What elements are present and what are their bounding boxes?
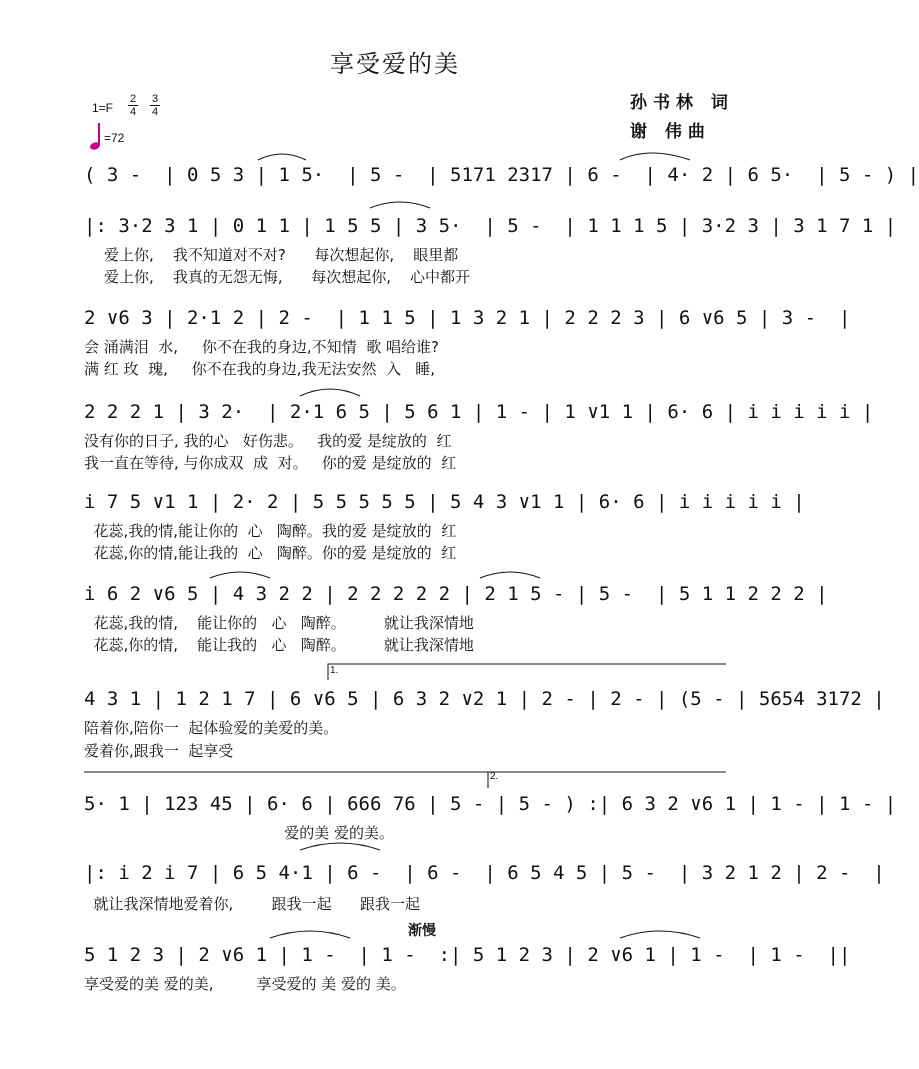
lyric-verse-1: 花蕊,我的情, 能让你的 心 陶醉。 就让我深情地: [84, 614, 474, 632]
tempo-marking: =72: [104, 131, 125, 145]
lyric-verse-1: 爱上你, 我不知道对不对? 每次想起你, 眼里都: [104, 246, 459, 264]
lyric-verse-2: 爱着你,跟我一 起享受: [84, 742, 234, 760]
lyric-verse-2: 花蕊,你的情, 能让我的 心 陶醉。 就让我深情地: [84, 636, 474, 654]
lyric-verse-2: 我一直在等待, 与你成双 成 对。 你的爱 是绽放的 红: [84, 454, 457, 472]
time-signature-1: [128, 93, 138, 118]
time-signature-top: 3: [151, 93, 159, 105]
lyric-verse-1: 没有你的日子, 我的心 好伤悲。 我的爱 是绽放的 红: [84, 432, 452, 450]
time-signature-bottom: 4: [129, 106, 137, 118]
time-signature-2: [150, 93, 160, 118]
song-title: 享受爱的美: [330, 50, 460, 78]
notation-line-5: i 7 5 ∨1 1 | 2· 2 | 5 5 5 5 5 | 5 4 3 ∨1 1 | 6· 6 | i i i i i |: [84, 491, 805, 513]
notation-line-9: |: i 2 i 7 | 6 5 4·1 | 6 - | 6 - | 6 5 4 5 | 5 - | 3 2 1 2 | 2 - |: [84, 862, 885, 884]
lyric-verse-1: 爱的美 爱的美。: [84, 824, 395, 842]
lyric-verse-1: 就让我深情地爱着你, 跟我一起 跟我一起: [84, 895, 421, 913]
notation-line-10: 5 1 2 3 | 2 ∨6 1 | 1 - | 1 - :| 5 1 2 3 | 2 ∨6 1 | 1 - | 1 - ||: [84, 944, 851, 966]
lyric-verse-1: 享受爱的美 爱的美, 享受爱的 美 爱的 美。: [84, 975, 406, 993]
ritardando-marking: 渐慢: [408, 923, 436, 939]
lyric-verse-1: 陪着你,陪你一 起体验爱的美爱的美。: [84, 719, 339, 737]
lyric-verse-2: 花蕊,你的情,能让我的 心 陶醉。你的爱 是绽放的 红: [84, 544, 457, 562]
notation-line-8: 5· 1 | 123 45 | 6· 6 | 666 76 | 5 - | 5 - ) :| 6 3 2 ∨6 1 | 1 - | 1 - |: [84, 793, 897, 815]
volta-2-label: 2.: [490, 771, 499, 782]
time-signature-bottom: 4: [151, 106, 159, 118]
lyric-verse-1: 花蕊,我的情,能让你的 心 陶醉。我的爱 是绽放的 红: [84, 522, 457, 540]
composer-credit: 谢 伟曲: [630, 122, 711, 142]
lyric-verse-2: 满 红 玫 瑰, 你不在我的身边,我无法安然 入 睡,: [84, 360, 436, 378]
notation-line-2: |: 3·2 3 1 | 0 1 1 | 1 5 5 | 3 5· | 5 - | 1 1 1 5 | 3·2 3 | 3 1 7 1 |: [84, 215, 897, 237]
lyric-verse-2: 爱上你, 我真的无怨无悔, 每次想起你, 心中都开: [104, 268, 471, 286]
notation-line-7: 4 3 1 | 1 2 1 7 | 6 ∨6 5 | 6 3 2 ∨2 1 | 2 - | 2 - | (5 - | 5654 3172 |: [84, 688, 885, 710]
notation-line-1: ( 3 - | 0 5 3 | 1 5· | 5 - | 5171 2317 | 6 - | 4· 2 | 6 5· | 5 - ) |: [84, 164, 919, 186]
lyric-verse-1: 会 涌满泪 水, 你不在我的身边,不知情 歌 唱给谁?: [84, 338, 439, 356]
lyricist-credit: 孙书林 词: [630, 93, 734, 113]
notation-line-6: i 6 2 ∨6 5 | 4 3 2 2 | 2 2 2 2 2 | 2 1 5 - | 5 - | 5 1 1 2 2 2 |: [84, 583, 828, 605]
volta-1-label: 1.: [330, 665, 339, 676]
key-signature: 1=F: [92, 101, 114, 115]
notation-line-3: 2 ∨6 3 | 2·1 2 | 2 - | 1 1 5 | 1 3 2 1 | 2 2 2 3 | 6 ∨6 5 | 3 - |: [84, 307, 851, 329]
time-signature-top: 2: [129, 93, 137, 105]
notation-line-4: 2 2 2 1 | 3 2· | 2·1 6 5 | 5 6 1 | 1 - | 1 ∨1 1 | 6· 6 | i i i i i |: [84, 401, 874, 423]
